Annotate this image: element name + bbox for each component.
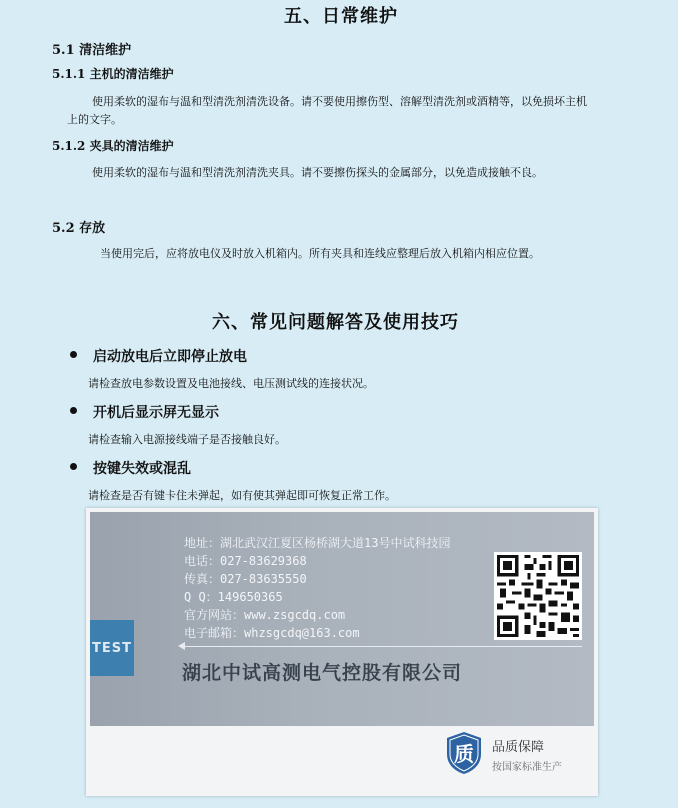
badge-subtitle: 按国家标准生产 [492, 762, 562, 773]
card-qq: Q Q：149650365 [184, 590, 283, 604]
bullet-icon [70, 407, 77, 414]
faq-answer-2: 请检查输入电源接线端子是否接触良好。 [88, 433, 286, 446]
faq-answer-1: 请检查放电参数设置及电池接线、电压测试线的连接状况。 [88, 377, 374, 390]
divider-line [182, 646, 582, 647]
section-6-title: 六、常见问题解答及使用技巧 [212, 312, 459, 333]
heading-5-1-2: 5.1.2 夹具的清洁维护 [52, 139, 174, 153]
business-card-front [90, 512, 594, 726]
faq-answer-3: 请检查是否有键卡住未弹起，如有使其弹起即可恢复正常工作。 [88, 489, 396, 502]
paragraph-5-1-1-line2: 上的文字。 [67, 113, 122, 126]
heading-5-1-1: 5.1.1 主机的清洁维护 [52, 67, 174, 81]
faq-question-2: 开机后显示屏无显示 [93, 405, 219, 421]
card-phone: 电话：027-83629368 [184, 554, 307, 568]
card-address: 地址：湖北武汉江夏区杨桥湖大道13号中试科技园 [184, 536, 451, 550]
contact-info [184, 534, 450, 642]
faq-question-1: 启动放电后立即停止放电 [93, 349, 247, 365]
badge-title: 品质保障 [492, 740, 545, 755]
bullet-icon [70, 463, 77, 470]
qr-code-icon [494, 552, 582, 640]
faq-question-3: 按键失效或混乱 [93, 461, 191, 477]
badge-character: 质 [454, 742, 474, 766]
paragraph-5-1-1-line1: 使用柔软的湿布与温和型清洗剂清洗设备。请不要使用擦伤型、溶解型清洗剂或酒精等，以免损坏主机 [92, 95, 587, 108]
heading-5-2: 5.2 存放 [52, 221, 106, 236]
heading-5-1: 5.1 清洁维护 [52, 43, 132, 58]
paragraph-5-2: 当使用完后，应将放电仪及时放入机箱内。所有夹具和连线应整理后放入机箱内相应位置。 [100, 247, 540, 260]
section-5-title: 五、日常维护 [284, 6, 398, 27]
paragraph-5-1-2: 使用柔软的湿布与温和型清洗剂清洗夹具。请不要擦伤探头的金属部分，以免造成接触不良。 [92, 166, 543, 179]
card-fax: 传真：027-83635550 [184, 572, 307, 586]
bullet-icon [70, 351, 77, 358]
card-website: 官方网站：www.zsgcdq.com [184, 608, 346, 622]
test-logo-tab: TEST [90, 620, 134, 676]
company-name: 湖北中试高测电气控股有限公司 [182, 662, 463, 684]
business-card-image [86, 508, 598, 796]
card-email: 电子邮箱：whzsgcdq@163.com [184, 626, 360, 640]
